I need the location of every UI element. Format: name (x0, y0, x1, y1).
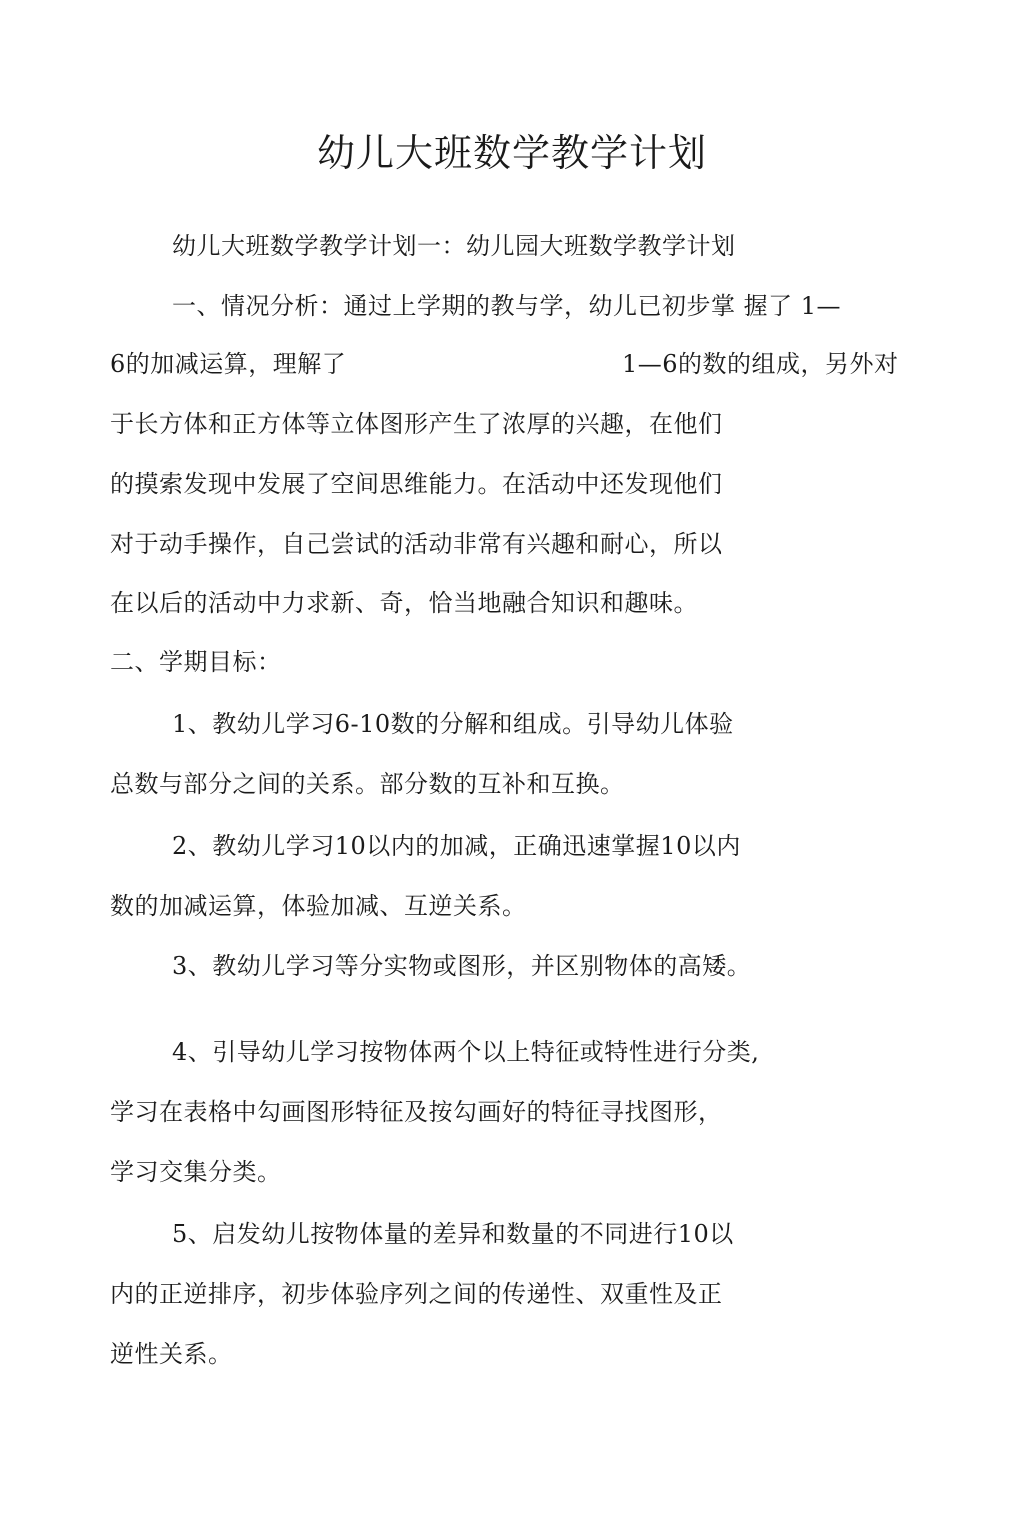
goal-4-line-3: 学习交集分类。 (110, 1158, 282, 1186)
situation-analysis-line-6: 在以后的活动中力求新、奇，恰当地融合知识和趣味。 (110, 589, 698, 617)
situation-analysis-line-5: 对于动手操作，自己尝试的活动非常有兴趣和耐心，所以 (110, 530, 723, 558)
goal-1-line-2: 总数与部分之间的关系。部分数的互补和互换。 (110, 770, 625, 798)
document-title: 幼儿大班数学教学计划 (316, 131, 707, 176)
goal-2-line-2: 数的加减运算，体验加减、互逆关系。 (110, 892, 527, 920)
situation-analysis-line-3: 于长方体和正方体等立体图形产生了浓厚的兴趣，在他们 (110, 410, 723, 438)
situation-analysis-line-2-right: 1—6的数的组成，另外对 (622, 350, 899, 378)
goal-4-line-1: 4、引导幼儿学习按物体两个以上特征或特性进行分类, (172, 1038, 760, 1066)
situation-analysis-line-2-left: 6的加减运算，理解了 (110, 350, 347, 378)
goal-3-line-1: 3、教幼儿学习等分实物或图形，并区别物体的高矮。 (172, 952, 752, 980)
situation-analysis-line-4: 的摸索发现中发展了空间思维能力。在活动中还发现他们 (110, 470, 723, 498)
situation-analysis-line-1: 一、情况分析：通过上学期的教与学，幼儿已初步掌 握了 1— (172, 292, 842, 320)
document-subtitle: 幼儿大班数学教学计划一：幼儿园大班数学教学计划 (172, 232, 736, 260)
goal-1-line-1: 1、教幼儿学习6-10数的分解和组成。引导幼儿体验 (172, 710, 734, 738)
goal-5-line-2: 内的正逆排序，初步体验序列之间的传递性、双重性及正 (110, 1280, 723, 1308)
semester-goals-heading: 二、学期目标： (110, 648, 282, 676)
goal-5-line-3: 逆性关系。 (110, 1340, 233, 1368)
goal-5-line-1: 5、启发幼儿按物体量的差异和数量的不同进行10以 (172, 1220, 734, 1248)
goal-2-line-1: 2、教幼儿学习10以内的加减，正确迅速掌握10以内 (172, 832, 741, 860)
goal-4-line-2: 学习在表格中勾画图形特征及按勾画好的特征寻找图形， (110, 1098, 723, 1126)
